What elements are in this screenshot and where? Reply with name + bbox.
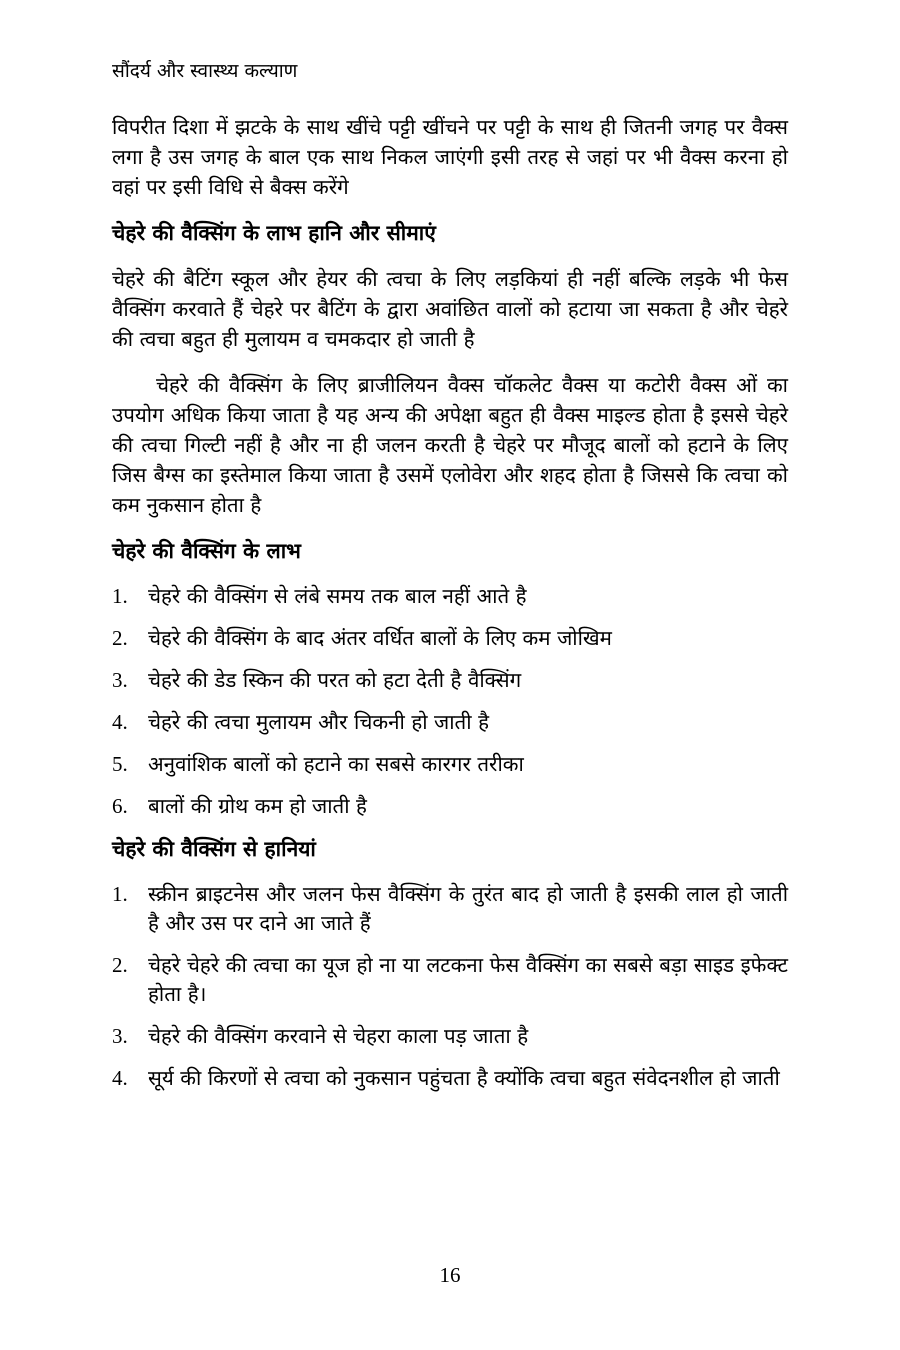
body-paragraph: चेहरे की बैटिंग स्कूल और हेयर की त्वचा के लिए लड़कियां ही नहीं बल्कि लड़के भी फेस वैक्सिंग करवाते हैं चेहरे पर बैटिंग के द्वारा अवांछित वालों को हटाया जा सकता है और चेहरे की त्वचा बहुत ही मुलायम व चमकदार हो जाती है (112, 267, 788, 351)
list-number: 2. (112, 626, 128, 650)
page-number: 16 (439, 1263, 461, 1287)
list-text: स्क्रीन ब्राइटनेस और जलन फेस वैक्सिंग के तुरंत बाद हो जाती है इसकी लाल हो जाती है और उस पर दाने आ जाते हैं (148, 882, 788, 935)
list-text: बालों की ग्रोथ कम हो जाती है (148, 794, 367, 818)
list-number: 5. (112, 752, 128, 776)
benefits-list (112, 582, 788, 821)
list-text: चेहरे की वैक्सिंग करवाने से चेहरा काला पड़ जाता है (148, 1024, 529, 1048)
list-item (112, 1064, 788, 1093)
section-heading-benefits: चेहरे की वैक्सिंग के लाभ (112, 539, 301, 563)
list-text: चेहरे की वैक्सिंग से लंबे समय तक बाल नहीं आते है (148, 584, 527, 608)
book-page (112, 58, 788, 1106)
list-text: सूर्य की किरणों से त्वचा को नुकसान पहुंचता है क्योंकि त्वचा बहुत संवेदनशील हो जाती (148, 1066, 780, 1090)
list-item (112, 792, 788, 821)
section-heading-disadvantages: चेहरे की वैक्सिंग से हानियां (112, 837, 316, 861)
list-number: 6. (112, 794, 128, 818)
list-item (112, 624, 788, 653)
list-number: 2. (112, 953, 128, 977)
disadvantages-list (112, 880, 788, 1093)
list-item (112, 951, 788, 1009)
list-item (112, 1022, 788, 1051)
list-number: 4. (112, 1066, 128, 1090)
list-text: चेहरे की वैक्सिंग के बाद अंतर वर्धित बालों के लिए कम जोखिम (148, 626, 612, 650)
running-head: सौंदर्य और स्वास्थ्य कल्याण (112, 60, 298, 82)
list-item (112, 582, 788, 611)
list-text: अनुवांशिक बालों को हटाने का सबसे कारगर तरीका (148, 752, 524, 776)
list-item (112, 880, 788, 938)
list-item (112, 666, 788, 695)
list-number: 4. (112, 710, 128, 734)
list-text: चेहरे चेहरे की त्वचा का यूज हो ना या लटकना फेस वैक्सिंग का सबसे बड़ा साइड इफेक्ट होता है। (148, 953, 788, 1006)
list-text: चेहरे की त्वचा मुलायम और चिकनी हो जाती है (148, 710, 489, 734)
list-number: 1. (112, 882, 128, 906)
list-item (112, 708, 788, 737)
list-number: 3. (112, 668, 128, 692)
list-text: चेहरे की डेड स्किन की परत को हटा देती है वैक्सिंग (148, 668, 522, 692)
list-number: 1. (112, 584, 128, 608)
section-heading-pros-cons-limits: चेहरे की वैक्सिंग के लाभ हानि और सीमाएं (112, 221, 436, 245)
body-paragraph: चेहरे की वैक्सिंग के लिए ब्राजीलियन वैक्स चॉकलेट वैक्स या कटोरी वैक्स ओं का उपयोग अधिक किया जाता है यह अन्य की अपेक्षा बहुत ही वैक्स माइल्ड होता है इससे चेहरे की त्वचा गिल्टी नहीं है और ना ही जलन करती है चेहरे पर मौजूद बालों को हटाने के लिए जिस बैग्स का इस्तेमाल किया जाता है उसमें एलोवेरा और शहद होता है जिससे कि त्वचा को कम नुकसान होता है (112, 373, 788, 517)
intro-paragraph: विपरीत दिशा में झटके के साथ खींचे पट्टी खींचने पर पट्टी के साथ ही जितनी जगह पर वैक्स लगा है उस जगह के बाल एक साथ निकल जाएंगी इसी तरह से जहां पर भी वैक्स करना हो वहां पर इसी विधि से बैक्स करेंगे (112, 115, 788, 199)
list-item (112, 750, 788, 779)
list-number: 3. (112, 1024, 128, 1048)
